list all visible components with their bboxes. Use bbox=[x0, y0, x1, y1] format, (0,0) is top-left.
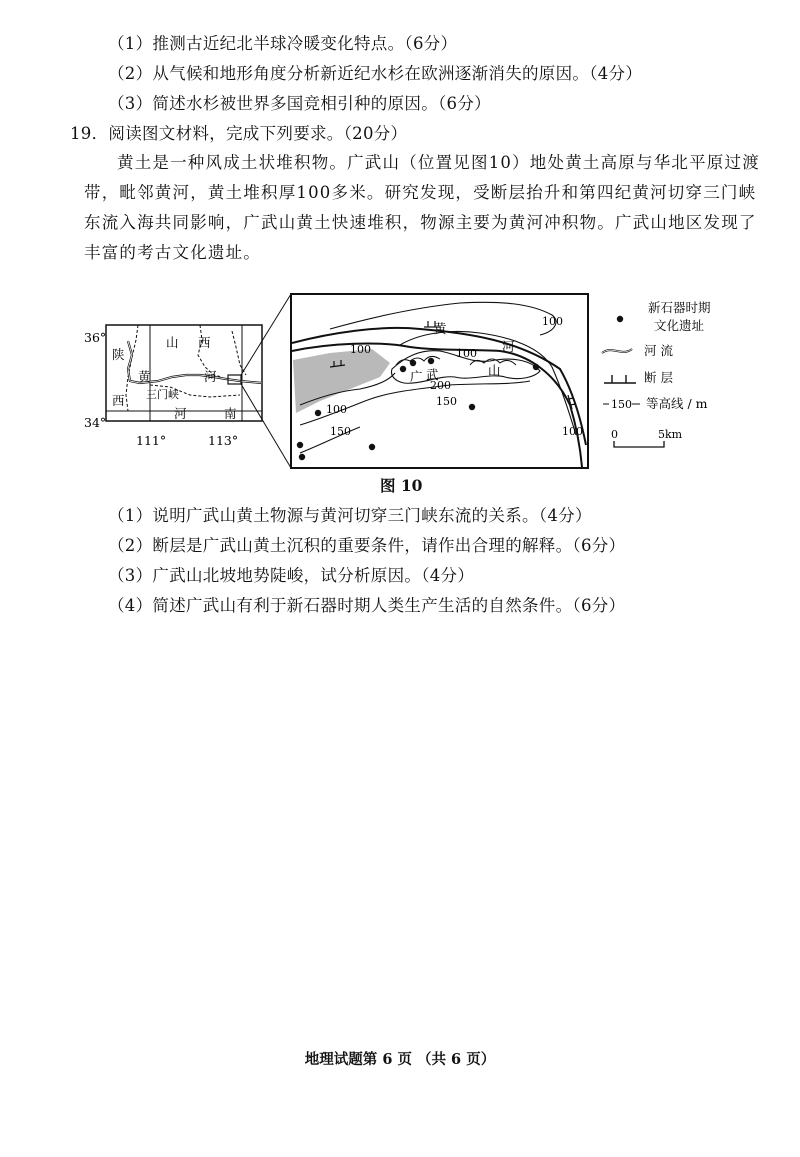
contour-label-100: 100 bbox=[350, 343, 371, 356]
contour-label-200: 200 bbox=[430, 379, 451, 392]
detail-label-guang: 广 bbox=[410, 369, 423, 384]
legend-scale-zero: 0 bbox=[611, 428, 618, 441]
page-footer: 地理试题第 6 页 （共 6 页） bbox=[304, 1051, 496, 1068]
legend bbox=[602, 300, 711, 447]
legend-contour-sample: 150 bbox=[611, 398, 632, 411]
site-marker bbox=[299, 454, 305, 460]
prev-question-2: （2）从气候和地形角度分析新近纪水杉在欧洲逐渐消失的原因。（4分） bbox=[108, 64, 643, 83]
locator-lon-111: 111° bbox=[136, 433, 167, 448]
detail-map bbox=[291, 294, 588, 468]
prev-question-1: （1）推测古近纪北半球冷暖变化特点。（6分） bbox=[108, 34, 458, 53]
figure-caption: 图 10 bbox=[380, 476, 423, 495]
question-19-heading: 19．阅读图文材料，完成下列要求。（20分） bbox=[70, 124, 408, 143]
site-marker bbox=[410, 360, 416, 366]
locator-lat-36: 36° bbox=[84, 330, 107, 345]
q19-question-1: （1）说明广武山黄土物源与黄河切穿三门峡东流的关系。（4分） bbox=[108, 506, 592, 525]
question-19-material: 黄土是一种风成土状堆积物。广武山（位置见图10）地处黄土高原与华北平原过渡带，毗邻黄河，黄土堆积厚100多米。研究发现，受断层抬升和第四纪黄河切穿三门峡东流入海共同影响，广武山黄土快速堆积，物源主要为黄河冲积物。广武山地区发现了丰富的考古文化遗址。 bbox=[84, 153, 760, 262]
q19-question-4: （4）简述广武山有利于新石器时期人类生产生活的自然条件。（6分） bbox=[108, 596, 626, 615]
locator-label-xi: 西 bbox=[112, 393, 125, 408]
locator-label-he2: 河 bbox=[174, 406, 187, 421]
locator-lat-34: 34° bbox=[84, 415, 107, 430]
site-marker bbox=[315, 410, 321, 416]
locator-label-shan: 山 bbox=[166, 335, 179, 350]
site-marker bbox=[297, 442, 303, 448]
site-marker bbox=[428, 358, 434, 364]
locator-label-sanmenxia: 三门峡 bbox=[146, 388, 179, 401]
detail-label-he: 河 bbox=[502, 339, 515, 354]
detail-label-shan: 山 bbox=[488, 363, 501, 378]
locator-label-xi2: 西 bbox=[198, 335, 211, 350]
locator-lon-113: 113° bbox=[208, 433, 239, 448]
legend-scale-km: 5km bbox=[658, 428, 683, 441]
locator-label-huang: 黄 bbox=[138, 369, 151, 384]
contour-label-100: 100 bbox=[326, 403, 347, 416]
legend-site-2: 文化遗址 bbox=[654, 318, 705, 333]
locator-label-he: 河 bbox=[204, 369, 217, 384]
site-marker bbox=[533, 364, 539, 370]
contour-label-100: 100 bbox=[456, 347, 477, 360]
locator-map bbox=[84, 325, 262, 448]
site-marker bbox=[369, 444, 375, 450]
legend-fault: 断 层 bbox=[644, 370, 673, 385]
q19-question-2: （2）断层是广武山黄土沉积的重要条件，请作出合理的解释。（6分） bbox=[108, 536, 626, 555]
contour-label-100: 100 bbox=[542, 315, 563, 328]
detail-label-wu: 武 bbox=[426, 367, 439, 382]
locator-label-nan: 南 bbox=[224, 406, 237, 421]
contour-label-150: 150 bbox=[330, 425, 351, 438]
detail-label-huang: 黄 bbox=[434, 321, 447, 336]
contour-label-100: 100 bbox=[562, 425, 583, 438]
legend-contour: 等高线 / m bbox=[646, 396, 708, 411]
site-marker bbox=[469, 404, 475, 410]
prev-question-3: （3）简述水杉被世界多国竞相引种的原因。（6分） bbox=[108, 94, 491, 113]
locator-label-shaan: 陕 bbox=[112, 347, 125, 362]
q19-question-3: （3）广武山北坡地势陡峻，试分析原因。（4分） bbox=[108, 566, 475, 585]
site-marker bbox=[400, 366, 406, 372]
figure-10 bbox=[0, 285, 800, 485]
contour-label-150: 150 bbox=[436, 395, 457, 408]
legend-site: 新石器时期 bbox=[648, 300, 711, 315]
legend-river: 河 流 bbox=[644, 343, 673, 358]
